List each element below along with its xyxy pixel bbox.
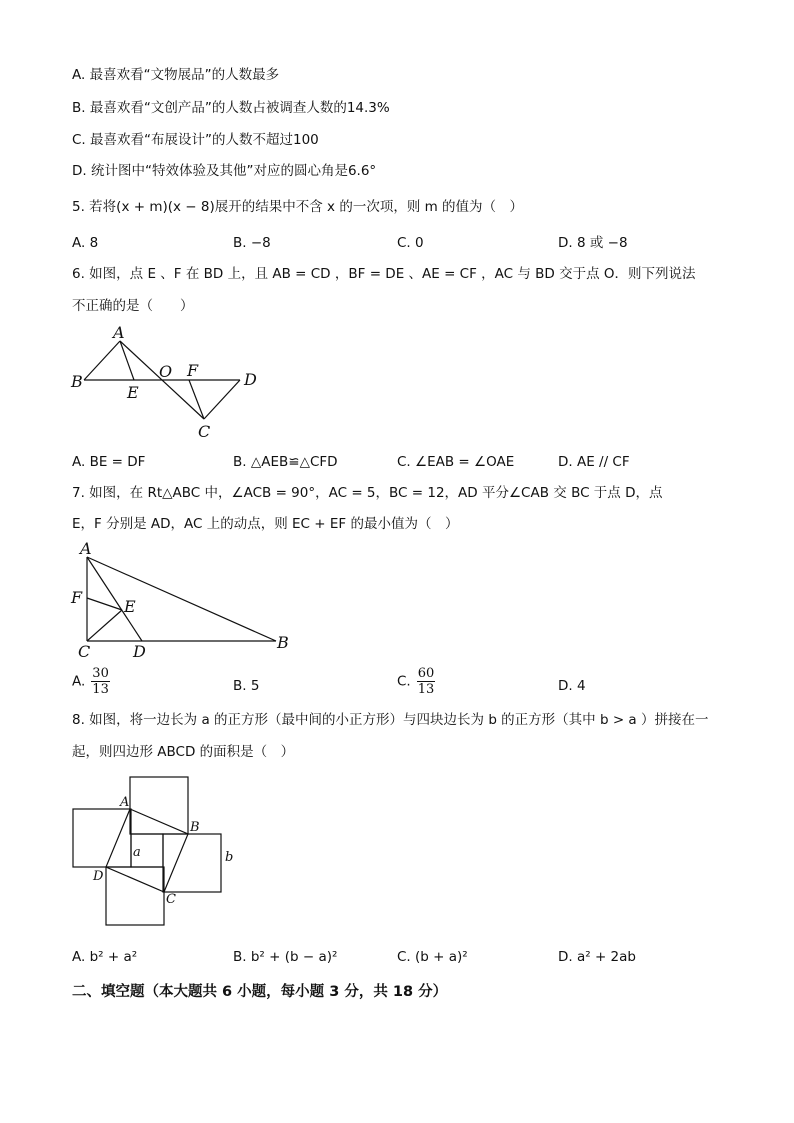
q7-label-d: D xyxy=(133,642,146,661)
q7-figure xyxy=(66,538,302,662)
q8-stem-line2: 起，则四边形 ABCD 的面积是（ ） xyxy=(72,744,295,760)
q5-option-a: A. 8 xyxy=(72,235,99,251)
section-heading-fill-in: 二、填空题（本大题共 6 小题，每小题 3 分，共 18 分） xyxy=(72,984,448,1000)
q7-option-c-prefix: C. xyxy=(397,673,411,690)
q7-option-c-numerator: 60 xyxy=(417,666,435,681)
q7-option-a-prefix: A. xyxy=(72,673,86,690)
q7-stem-line2: E，F 分别是 AD，AC 上的动点，则 EC + EF 的最小值为（ ） xyxy=(72,516,459,532)
q8-option-d: D. a² + 2ab xyxy=(558,949,636,965)
q6-label-b: B xyxy=(71,372,83,391)
q7-option-d: D. 4 xyxy=(558,678,586,694)
q4-option-d: D. 统计图中“特效体验及其他”对应的圆心角是6.6° xyxy=(72,163,377,179)
q8-stem-line1: 8. 如图，将一边长为 a 的正方形（最中间的小正方形）与四块边长为 b 的正方形（其中 b > a ）拼接在一 xyxy=(72,712,709,728)
q8-label-small-a: a xyxy=(133,845,141,860)
q6-option-a: A. BE = DF xyxy=(72,454,146,470)
q4-option-a: A. 最喜欢看“文物展品”的人数最多 xyxy=(72,67,280,83)
q8-option-a: A. b² + a² xyxy=(72,949,138,965)
q6-stem-line2: 不正确的是（ ） xyxy=(72,298,194,314)
q7-option-a-denominator: 13 xyxy=(92,682,109,697)
q7-label-f: F xyxy=(71,588,83,607)
q6-option-b: B. △AEB≌△CFD xyxy=(233,454,338,470)
q7-label-b: B xyxy=(277,633,289,652)
q7-option-b: B. 5 xyxy=(233,678,260,694)
q8-figure xyxy=(60,770,240,930)
q6-label-a: A xyxy=(113,323,125,342)
q6-option-d: D. AE // CF xyxy=(558,454,630,470)
q8-label-c: C xyxy=(166,892,176,907)
q5-option-d: D. 8 或 −8 xyxy=(558,235,628,251)
q7-label-c: C xyxy=(78,642,91,661)
q7-option-c-denominator: 13 xyxy=(417,682,435,697)
q5-stem: 5. 若将(x + m)(x − 8)展开的结果中不含 x 的一次项，则 m 的值为（ ） xyxy=(72,199,524,215)
q7-option-a-numerator: 30 xyxy=(92,666,109,681)
q7-label-a: A xyxy=(80,539,92,558)
q6-label-o: O xyxy=(159,362,173,381)
q8-label-d: D xyxy=(93,869,104,884)
q6-option-c: C. ∠EAB = ∠OAE xyxy=(397,454,515,470)
q5-option-c: C. 0 xyxy=(397,235,424,251)
q6-label-c: C xyxy=(198,422,211,441)
q6-stem-line1: 6. 如图，点 E 、F 在 BD 上，且 AB = CD ，BF = DE 、AE = CF ，AC 与 BD 交于点 O．则下列说法 xyxy=(72,266,696,282)
q4-option-c: C. 最喜欢看“布展设计”的人数不超过100 xyxy=(72,132,319,148)
q7-stem-line1: 7. 如图，在 Rt△ABC 中，∠ACB = 90°，AC = 5，BC = 12，AD 平分∠CAB 交 BC 于点 D，点 xyxy=(72,485,663,501)
q6-label-e: E xyxy=(127,383,139,402)
q8-label-a: A xyxy=(120,795,130,810)
q6-label-d: D xyxy=(244,370,257,389)
q7-label-e: E xyxy=(124,597,136,616)
q8-option-b: B. b² + (b − a)² xyxy=(233,949,338,965)
q6-figure xyxy=(60,320,280,445)
q6-label-f: F xyxy=(187,361,199,380)
q8-label-b: B xyxy=(190,820,200,835)
q8-option-c: C. (b + a)² xyxy=(397,949,468,965)
q7-option-c xyxy=(397,666,435,697)
q4-option-b: B. 最喜欢看“文创产品”的人数占被调查人数的14.3% xyxy=(72,100,390,116)
q7-option-a-fraction xyxy=(91,666,110,697)
q7-option-a xyxy=(72,666,110,697)
q7-option-c-fraction xyxy=(417,666,436,697)
q8-label-small-b: b xyxy=(225,850,234,865)
q5-option-b: B. −8 xyxy=(233,235,271,251)
